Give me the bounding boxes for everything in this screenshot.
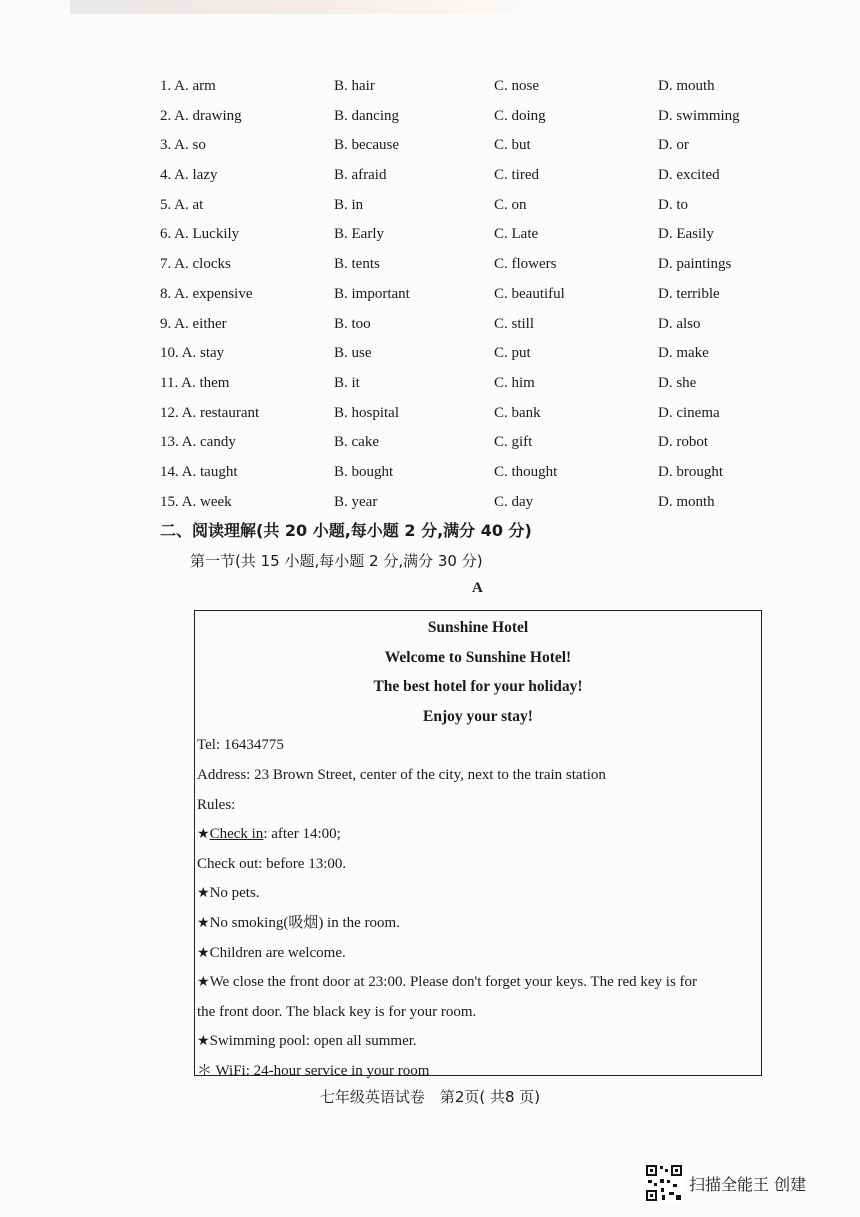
option-c: C. gift xyxy=(494,434,533,451)
rule-children xyxy=(195,939,761,969)
option-a: 1. A. arm xyxy=(160,78,216,94)
hotel-enjoy: Enjoy your stay! xyxy=(423,707,533,725)
option-b: B. tents xyxy=(334,256,380,273)
hotel-welcome: Welcome to Sunshine Hotel! xyxy=(384,648,572,666)
qr-code-icon xyxy=(645,1164,683,1202)
option-d: D. make xyxy=(658,345,709,362)
option-c: C. nose xyxy=(494,78,539,94)
option-d: D. terrible xyxy=(658,285,720,302)
section-title: 二、阅读理解(共 20 小题,每小题 2 分,满分 40 分) xyxy=(160,521,532,540)
hotel-rules-label: Rules: xyxy=(197,796,236,813)
question-row xyxy=(160,280,800,310)
option-b: B. dancing xyxy=(334,107,399,124)
star-icon: ★ xyxy=(197,886,210,902)
option-a: 13. A. candy xyxy=(160,434,236,451)
option-a: 5. A. at xyxy=(160,196,204,213)
rule-no-pets xyxy=(195,879,761,909)
passage-letter: A xyxy=(472,580,483,596)
option-c: C. put xyxy=(494,345,531,362)
rule-text: Swimming pool: open all summer. xyxy=(209,1033,417,1050)
option-d: D. swimming xyxy=(658,107,740,124)
star-icon: ★ xyxy=(197,1034,210,1050)
option-a: 7. A. clocks xyxy=(160,256,231,273)
option-d: D. she xyxy=(658,374,697,391)
hotel-slogan: The best hotel for your holiday! xyxy=(373,678,583,696)
subsection-title: 第一节(共 15 小题,每小题 2 分,满分 30 分) xyxy=(190,552,483,570)
hotel-name: Sunshine Hotel xyxy=(427,619,529,636)
option-b: B. in xyxy=(334,196,364,213)
option-b: B. year xyxy=(334,493,378,510)
rule-wifi xyxy=(195,1057,761,1087)
scanner-text: 扫描全能王 创建 xyxy=(689,1174,807,1194)
option-a: 12. A. restaurant xyxy=(160,404,260,421)
rule-text: WiFi: 24-hour service in your room xyxy=(215,1062,430,1079)
option-a: 11. A. them xyxy=(160,374,230,391)
option-d: D. to xyxy=(658,196,688,213)
option-a: 2. A. drawing xyxy=(160,107,242,124)
option-d: D. paintings xyxy=(658,256,732,273)
page-footer: 七年级英语试卷 第2页( 共8 页) xyxy=(319,1088,541,1106)
star-icon: ★ xyxy=(197,915,210,931)
star-icon: ★ xyxy=(197,975,210,991)
option-c: C. doing xyxy=(494,107,546,124)
option-b: B. use xyxy=(334,345,372,362)
question-row xyxy=(160,131,800,161)
rule-pool xyxy=(195,1027,761,1057)
question-row xyxy=(160,428,800,458)
check-in-time: : after 14:00; xyxy=(263,826,341,843)
question-row xyxy=(160,458,800,488)
rule-check-out: Check out: before 13:00. xyxy=(197,855,347,872)
option-c: C. but xyxy=(494,137,531,154)
star-icon: ★ xyxy=(197,945,210,961)
option-c: C. day xyxy=(494,493,534,510)
option-c: C. him xyxy=(494,374,535,391)
option-a: 3. A. so xyxy=(160,137,206,154)
rule-text: Children are welcome. xyxy=(209,944,346,961)
rule-no-smoking xyxy=(195,909,761,939)
scan-smudge xyxy=(70,0,550,14)
question-row xyxy=(160,220,800,250)
option-d: D. mouth xyxy=(658,78,715,94)
rule-front-door-cont: the front door. The black key is for your room. xyxy=(197,1003,477,1020)
check-in-label: Check in xyxy=(209,826,264,843)
scanner-watermark xyxy=(645,1164,806,1202)
option-c: C. on xyxy=(494,196,527,213)
option-d: D. robot xyxy=(658,434,708,451)
asterisk-icon: ＊ xyxy=(197,1062,216,1079)
option-b: B. afraid xyxy=(334,167,387,184)
question-row xyxy=(160,102,800,132)
option-a: 4. A. lazy xyxy=(160,167,218,184)
option-b: B. important xyxy=(334,285,410,302)
option-b: B. because xyxy=(334,137,399,154)
option-c: C. tired xyxy=(494,167,539,184)
option-b: B. hospital xyxy=(334,404,400,421)
option-c: C. thought xyxy=(494,463,558,480)
rule-check-in xyxy=(195,820,761,850)
option-c: C. Late xyxy=(494,226,539,243)
option-c: C. still xyxy=(494,315,535,332)
option-b: B. too xyxy=(334,315,371,332)
question-row xyxy=(160,339,800,369)
rule-text: We close the front door at 23:00. Please don't forget your keys. The red key is for xyxy=(209,974,698,991)
option-d: D. excited xyxy=(658,167,720,184)
question-row xyxy=(160,310,800,340)
question-row xyxy=(160,72,800,102)
option-a: 8. A. expensive xyxy=(160,285,253,302)
star-icon: ★ xyxy=(197,827,210,843)
question-row xyxy=(160,488,800,518)
option-a: 6. A. Luckily xyxy=(160,226,240,243)
option-a: 10. A. stay xyxy=(160,345,225,362)
hotel-address: Address: 23 Brown Street, center of the city, next to the train station xyxy=(197,766,606,783)
option-d: D. Easily xyxy=(658,226,714,243)
option-d: D. month xyxy=(658,493,715,510)
question-row xyxy=(160,161,800,191)
question-row xyxy=(160,250,800,280)
option-c: C. beautiful xyxy=(494,285,565,302)
question-row xyxy=(160,369,800,399)
option-b: B. bought xyxy=(334,463,394,480)
rule-text: No smoking(吸烟) in the room. xyxy=(209,914,400,931)
cloze-options xyxy=(160,72,800,517)
option-a: 9. A. either xyxy=(160,315,227,332)
hotel-notice-box xyxy=(194,610,762,1079)
question-row xyxy=(160,399,800,429)
option-b: B. hair xyxy=(334,78,375,94)
option-b: B. Early xyxy=(334,226,384,243)
option-c: C. flowers xyxy=(494,256,557,273)
option-d: D. cinema xyxy=(658,404,720,421)
option-c: C. bank xyxy=(494,404,541,421)
option-b: B. it xyxy=(334,374,360,391)
option-d: D. or xyxy=(658,137,689,154)
hotel-tel: Tel: 16434775 xyxy=(197,737,284,754)
question-row xyxy=(160,191,800,221)
option-a: 14. A. taught xyxy=(160,463,238,480)
option-d: D. brought xyxy=(658,463,723,480)
rule-front-door xyxy=(195,968,761,998)
rule-text: No pets. xyxy=(209,885,260,902)
option-b: B. cake xyxy=(334,434,379,451)
option-a: 15. A. week xyxy=(160,493,232,510)
option-d: D. also xyxy=(658,315,701,332)
